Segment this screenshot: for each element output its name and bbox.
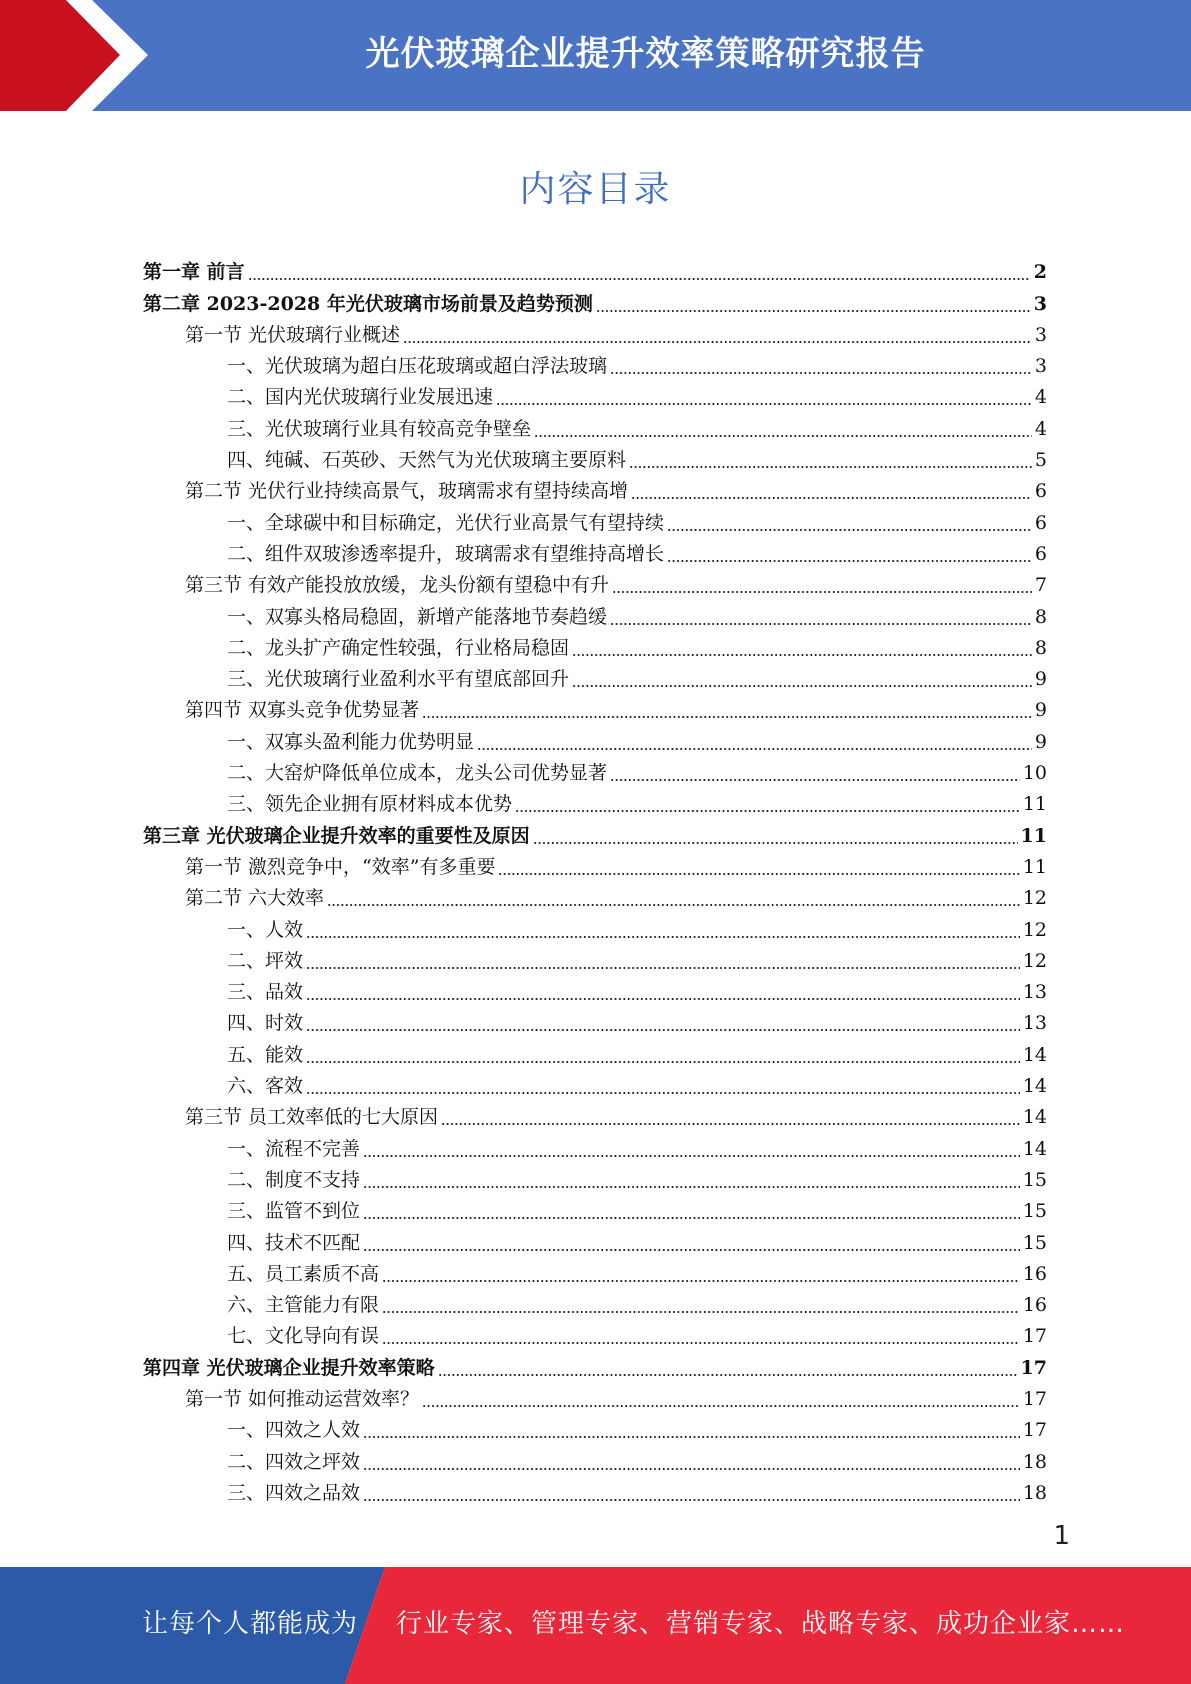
toc-entry[interactable] bbox=[143, 910, 1047, 941]
toc-dot-leader bbox=[572, 636, 1032, 660]
toc-entry[interactable] bbox=[143, 1442, 1047, 1473]
toc-entry-page: 12 bbox=[1022, 918, 1047, 941]
toc-entry-title: 三、光伏玻璃行业具有较高竞争壁垒 bbox=[227, 417, 532, 440]
toc-dot-leader bbox=[496, 385, 1032, 409]
footer-banner bbox=[0, 1567, 1191, 1684]
toc-entry-title: 三、四效之品效 bbox=[227, 1481, 361, 1504]
toc-entry-title: 一、全球碳中和目标确定，光伏行业高景气有望持续 bbox=[227, 511, 665, 534]
toc-entry-title: 一、双寡头格局稳固，新增产能落地节奏趋缓 bbox=[227, 605, 608, 628]
header-banner bbox=[0, 0, 1191, 111]
toc-entry-title: 三、领先企业拥有原材料成本优势 bbox=[227, 793, 513, 816]
toc-entry-title: 二、大窑炉降低单位成本，龙头公司优势显著 bbox=[227, 762, 608, 785]
toc-entry[interactable] bbox=[143, 316, 1047, 347]
toc-entry[interactable] bbox=[143, 754, 1047, 785]
toc-dot-leader bbox=[534, 417, 1032, 441]
toc-entry[interactable] bbox=[143, 722, 1047, 753]
toc-entry-page: 2 bbox=[1033, 261, 1047, 284]
toc-dot-leader bbox=[248, 260, 1031, 284]
toc-entry-page: 11 bbox=[1022, 855, 1047, 878]
toc-entry-title: 二、龙头扩产确定性较强，行业格局稳固 bbox=[227, 636, 570, 659]
toc-dot-leader bbox=[498, 855, 1019, 879]
toc-entry-title: 二、坪效 bbox=[227, 949, 304, 972]
toc-entry-page: 17 bbox=[1022, 1325, 1047, 1348]
toc-entry-page: 9 bbox=[1034, 699, 1047, 722]
toc-entry[interactable] bbox=[143, 691, 1047, 722]
toc-entry-title: 第一节 光伏玻璃行业概述 bbox=[185, 323, 401, 346]
toc-entry-title: 一、双寡头盈利能力优势明显 bbox=[227, 730, 475, 753]
toc-entry-title: 第四节 双寡头竞争优势显著 bbox=[185, 699, 420, 722]
toc-entry-page: 15 bbox=[1022, 1168, 1047, 1191]
toc-dot-leader bbox=[533, 824, 1018, 848]
toc-entry-title: 第三节 员工效率低的七大原因 bbox=[185, 1106, 439, 1129]
toc-entry-page: 15 bbox=[1022, 1231, 1047, 1254]
toc-entry-page: 17 bbox=[1020, 1356, 1047, 1379]
toc-dot-leader bbox=[306, 1043, 1020, 1067]
toc-entry-title: 五、能效 bbox=[227, 1043, 304, 1066]
toc-entry-page: 9 bbox=[1034, 668, 1047, 691]
toc-dot-leader bbox=[363, 1168, 1020, 1192]
footer-slogan-left: 让每个人都能成为 bbox=[142, 1609, 359, 1639]
toc-entry-title: 第二章 2023-2028 年光伏玻璃市场前景及趋势预测 bbox=[143, 292, 593, 315]
toc-dot-leader bbox=[306, 949, 1020, 973]
toc-dot-leader bbox=[363, 1231, 1020, 1255]
toc-entry-title: 二、制度不支持 bbox=[227, 1168, 361, 1191]
toc-entry-page: 3 bbox=[1034, 323, 1047, 346]
toc-entry[interactable] bbox=[143, 1223, 1047, 1254]
toc-entry[interactable] bbox=[143, 1098, 1047, 1129]
toc-entry-title: 一、流程不完善 bbox=[227, 1137, 361, 1160]
toc-entry-page: 11 bbox=[1022, 793, 1047, 816]
toc-dot-leader bbox=[667, 542, 1032, 566]
toc-entry-page: 12 bbox=[1022, 949, 1047, 972]
toc-entry[interactable] bbox=[143, 629, 1047, 660]
toc-entry-page: 13 bbox=[1022, 981, 1047, 1004]
toc-entry-title: 二、国内光伏玻璃行业发展迅速 bbox=[227, 386, 494, 409]
toc-dot-leader bbox=[667, 511, 1032, 535]
toc-entry-page: 10 bbox=[1022, 762, 1047, 785]
toc-entry-page: 16 bbox=[1022, 1294, 1047, 1317]
toc-entry-title: 一、光伏玻璃为超白压花玻璃或超白浮法玻璃 bbox=[227, 355, 608, 378]
table-of-contents bbox=[143, 253, 1047, 1505]
toc-entry[interactable] bbox=[143, 472, 1047, 503]
page-number: 1 bbox=[1053, 1521, 1070, 1551]
toc-entry[interactable] bbox=[143, 1255, 1047, 1286]
footer-slogan-right: 行业专家、管理专家、营销专家、战略专家、成功企业家…… bbox=[396, 1609, 1126, 1639]
toc-entry-page: 11 bbox=[1020, 824, 1047, 847]
toc-dot-leader bbox=[403, 323, 1032, 347]
toc-entry-page: 12 bbox=[1022, 887, 1047, 910]
toc-entry[interactable] bbox=[143, 284, 1047, 315]
toc-entry-title: 三、监管不到位 bbox=[227, 1200, 361, 1223]
toc-dot-leader bbox=[306, 1074, 1020, 1098]
toc-entry[interactable] bbox=[143, 660, 1047, 691]
toc-entry-title: 第二节 六大效率 bbox=[185, 887, 325, 910]
toc-entry[interactable] bbox=[143, 409, 1047, 440]
toc-entry[interactable] bbox=[143, 1129, 1047, 1160]
toc-entry-page: 8 bbox=[1034, 605, 1047, 628]
toc-entry[interactable] bbox=[143, 253, 1047, 284]
toc-title: 内容目录 bbox=[519, 169, 672, 210]
toc-entry[interactable] bbox=[143, 535, 1047, 566]
toc-entry-page: 17 bbox=[1022, 1419, 1047, 1442]
toc-entry-page: 5 bbox=[1034, 449, 1047, 472]
toc-entry-title: 四、纯碱、石英砂、天然气为光伏玻璃主要原料 bbox=[227, 449, 627, 472]
toc-entry-page: 4 bbox=[1034, 417, 1047, 440]
toc-entry-title: 三、光伏玻璃行业盈利水平有望底部回升 bbox=[227, 668, 570, 691]
toc-entry-title: 五、员工素质不高 bbox=[227, 1262, 380, 1285]
toc-entry[interactable] bbox=[143, 1474, 1047, 1505]
toc-entry-page: 17 bbox=[1022, 1387, 1047, 1410]
toc-entry-title: 六、客效 bbox=[227, 1075, 304, 1098]
toc-dot-leader bbox=[382, 1293, 1020, 1317]
toc-entry-page: 18 bbox=[1022, 1481, 1047, 1504]
toc-entry[interactable] bbox=[143, 1035, 1047, 1066]
toc-dot-leader bbox=[306, 980, 1020, 1004]
toc-entry-title: 第三章 光伏玻璃企业提升效率的重要性及原因 bbox=[143, 824, 530, 847]
toc-entry[interactable] bbox=[143, 816, 1047, 847]
toc-dot-leader bbox=[610, 605, 1032, 629]
toc-entry-title: 第二节 光伏行业持续高景气，玻璃需求有望持续高增 bbox=[185, 480, 629, 503]
toc-entry-title: 六、主管能力有限 bbox=[227, 1294, 380, 1317]
toc-entry-page: 14 bbox=[1022, 1137, 1047, 1160]
toc-entry-title: 四、时效 bbox=[227, 1012, 304, 1035]
toc-entry-page: 6 bbox=[1034, 511, 1047, 534]
toc-dot-leader bbox=[477, 730, 1032, 754]
toc-entry-page: 3 bbox=[1033, 292, 1047, 315]
toc-dot-leader bbox=[382, 1262, 1020, 1286]
toc-dot-leader bbox=[438, 1356, 1018, 1380]
toc-dot-leader bbox=[363, 1137, 1020, 1161]
toc-entry[interactable] bbox=[143, 1004, 1047, 1035]
toc-entry-page: 3 bbox=[1034, 355, 1047, 378]
toc-entry-page: 6 bbox=[1034, 542, 1047, 565]
toc-entry-title: 七、文化导向有误 bbox=[227, 1325, 380, 1348]
toc-entry-title: 一、人效 bbox=[227, 918, 304, 941]
toc-entry[interactable] bbox=[143, 973, 1047, 1004]
toc-entry[interactable] bbox=[143, 1286, 1047, 1317]
toc-entry-page: 14 bbox=[1022, 1043, 1047, 1066]
toc-dot-leader bbox=[363, 1418, 1020, 1442]
toc-dot-leader bbox=[363, 1199, 1020, 1223]
toc-entry[interactable] bbox=[143, 848, 1047, 879]
toc-entry-page: 8 bbox=[1034, 636, 1047, 659]
toc-dot-leader bbox=[422, 698, 1032, 722]
toc-entry-title: 四、技术不匹配 bbox=[227, 1231, 361, 1254]
toc-entry[interactable] bbox=[143, 503, 1047, 534]
toc-entry[interactable] bbox=[143, 785, 1047, 816]
toc-entry-title: 第四章 光伏玻璃企业提升效率策略 bbox=[143, 1356, 435, 1379]
toc-entry[interactable] bbox=[143, 441, 1047, 472]
toc-dot-leader bbox=[631, 479, 1032, 503]
toc-entry[interactable] bbox=[143, 942, 1047, 973]
toc-entry-page: 14 bbox=[1022, 1106, 1047, 1129]
toc-entry-title: 二、四效之坪效 bbox=[227, 1450, 361, 1473]
toc-entry[interactable] bbox=[143, 1348, 1047, 1379]
toc-entry[interactable] bbox=[143, 1380, 1047, 1411]
toc-entry[interactable] bbox=[143, 1161, 1047, 1192]
toc-entry-title: 二、组件双玻渗透率提升，玻璃需求有望维持高增长 bbox=[227, 542, 665, 565]
toc-dot-leader bbox=[363, 1481, 1020, 1505]
toc-entry-title: 第一章 前言 bbox=[143, 261, 245, 284]
toc-dot-leader bbox=[382, 1324, 1020, 1348]
toc-dot-leader bbox=[629, 448, 1032, 472]
toc-dot-leader bbox=[441, 1105, 1020, 1129]
report-title: 光伏玻璃企业提升效率策略研究报告 bbox=[365, 34, 926, 74]
toc-entry[interactable] bbox=[143, 347, 1047, 378]
toc-entry-title: 第三节 有效产能投放放缓，龙头份额有望稳中有升 bbox=[185, 574, 610, 597]
toc-entry[interactable] bbox=[143, 1411, 1047, 1442]
toc-entry-title: 第一节 激烈竞争中，“效率”有多重要 bbox=[185, 855, 496, 878]
toc-dot-leader bbox=[596, 292, 1031, 316]
toc-entry-title: 第一节 如何推动运营效率？ bbox=[185, 1387, 420, 1410]
toc-entry-page: 18 bbox=[1022, 1450, 1047, 1473]
toc-entry[interactable] bbox=[143, 378, 1047, 409]
toc-entry-page: 6 bbox=[1034, 480, 1047, 503]
toc-entry[interactable] bbox=[143, 1317, 1047, 1348]
toc-dot-leader bbox=[306, 1011, 1020, 1035]
toc-dot-leader bbox=[572, 667, 1032, 691]
toc-dot-leader bbox=[327, 886, 1020, 910]
toc-dot-leader bbox=[422, 1387, 1020, 1411]
toc-entry-page: 15 bbox=[1022, 1200, 1047, 1223]
toc-dot-leader bbox=[610, 354, 1032, 378]
toc-entry-title: 三、品效 bbox=[227, 981, 304, 1004]
toc-entry-page: 4 bbox=[1034, 386, 1047, 409]
toc-entry[interactable] bbox=[143, 566, 1047, 597]
toc-entry-page: 7 bbox=[1034, 574, 1047, 597]
toc-entry[interactable] bbox=[143, 597, 1047, 628]
toc-entry-page: 14 bbox=[1022, 1075, 1047, 1098]
toc-dot-leader bbox=[306, 918, 1020, 942]
toc-entry-page: 13 bbox=[1022, 1012, 1047, 1035]
toc-dot-leader bbox=[515, 792, 1020, 816]
toc-dot-leader bbox=[610, 761, 1020, 785]
toc-entry-title: 一、四效之人效 bbox=[227, 1419, 361, 1442]
toc-entry-page: 9 bbox=[1034, 730, 1047, 753]
toc-entry-page: 16 bbox=[1022, 1262, 1047, 1285]
toc-dot-leader bbox=[612, 573, 1032, 597]
toc-entry[interactable] bbox=[143, 1067, 1047, 1098]
toc-entry[interactable] bbox=[143, 879, 1047, 910]
toc-entry[interactable] bbox=[143, 1192, 1047, 1223]
toc-dot-leader bbox=[363, 1450, 1020, 1474]
